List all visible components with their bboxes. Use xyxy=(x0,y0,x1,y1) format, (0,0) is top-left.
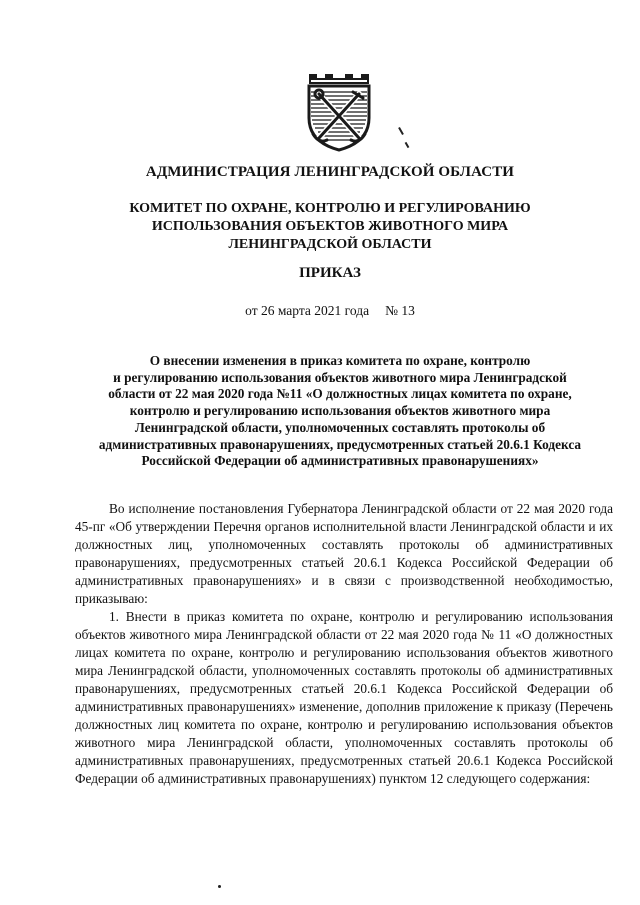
subject-line: Ленинградской области, уполномоченных составлять протоколы об xyxy=(134,419,546,435)
committee-title-line: ЛЕНИНГРАДСКОЙ ОБЛАСТИ xyxy=(228,237,432,252)
administration-title: АДМИНИСТРАЦИЯ ЛЕНИНГРАДСКОЙ ОБЛАСТИ xyxy=(145,164,515,180)
committee-title-line: ИСПОЛЬЗОВАНИЯ ОБЪЕКТОВ ЖИВОТНОГО МИРА xyxy=(151,219,509,234)
coat-of-arms-icon xyxy=(303,70,375,152)
committee-title-line: КОМИТЕТ ПО ОХРАНЕ, КОНТРОЛЮ И РЕГУЛИРОВАНИЮ xyxy=(129,201,531,216)
document-number: № 13 xyxy=(385,303,415,318)
document-subject xyxy=(80,353,600,470)
subject-line: Российской Федерации об административных правонарушениях» xyxy=(141,453,539,469)
document-date-number xyxy=(60,303,600,319)
body-paragraph: Во исполнение постановления Губернатора Ленинградской области от 22 мая 2020 года 45-пг «Об утверждении Перечня органов исполнительной власти Ленинградской области и их должностных лиц, уполномоченных составлять протоколы об административных правонарушениях, предусмотренных статьей 20.6.1 Кодекса Российской Федерации об административных правонарушениях» и в связи с производственной необходимостью, приказываю: xyxy=(75,501,613,606)
scan-mark xyxy=(218,885,221,888)
document-body xyxy=(75,500,613,788)
scan-mark xyxy=(405,142,410,148)
document-type: ПРИКАЗ xyxy=(299,265,361,281)
subject-line: области от 22 мая 2020 года №11 «О должностных лицах комитета по охране, xyxy=(108,386,572,402)
body-paragraph: 1. Внести в приказ комитета по охране, контролю и регулированию использования объектов животного мира Ленинградской области от 22 мая 2020 года № 11 «О должностных лицах комитета по охране, контролю и регулированию использования объектов животного мира Ленинградской области, уполномоченных составлять протоколы об административных правонарушениях, предусмотренных статьей 20.6.1 Кодекса Российской Федерации об административных правонарушениях» изменение, дополнив приложение к приказу (Перечень должностных лиц комитета по охране, контролю и регулированию использования объектов животного мира Ленинградской области, уполномоченных составлять протоколы об административных правонарушениях, предусмотренных статьей 20.6.1 Кодекса Российской Федерации об административных правонарушениях) пунктом 12 следующего содержания: xyxy=(75,609,613,786)
document-date: от 26 марта 2021 года xyxy=(245,303,370,318)
subject-line: и регулированию использования объектов животного мира Ленинградской xyxy=(113,369,567,385)
subject-line: контролю и регулированию использования объектов животного мира xyxy=(129,403,551,419)
subject-line: административных правонарушениях, предусмотренных статьей 20.6.1 Кодекса xyxy=(98,436,582,452)
scan-mark xyxy=(398,127,404,135)
subject-line: О внесении изменения в приказ комитета по охране, контролю xyxy=(149,353,531,368)
committee-title xyxy=(60,200,600,254)
